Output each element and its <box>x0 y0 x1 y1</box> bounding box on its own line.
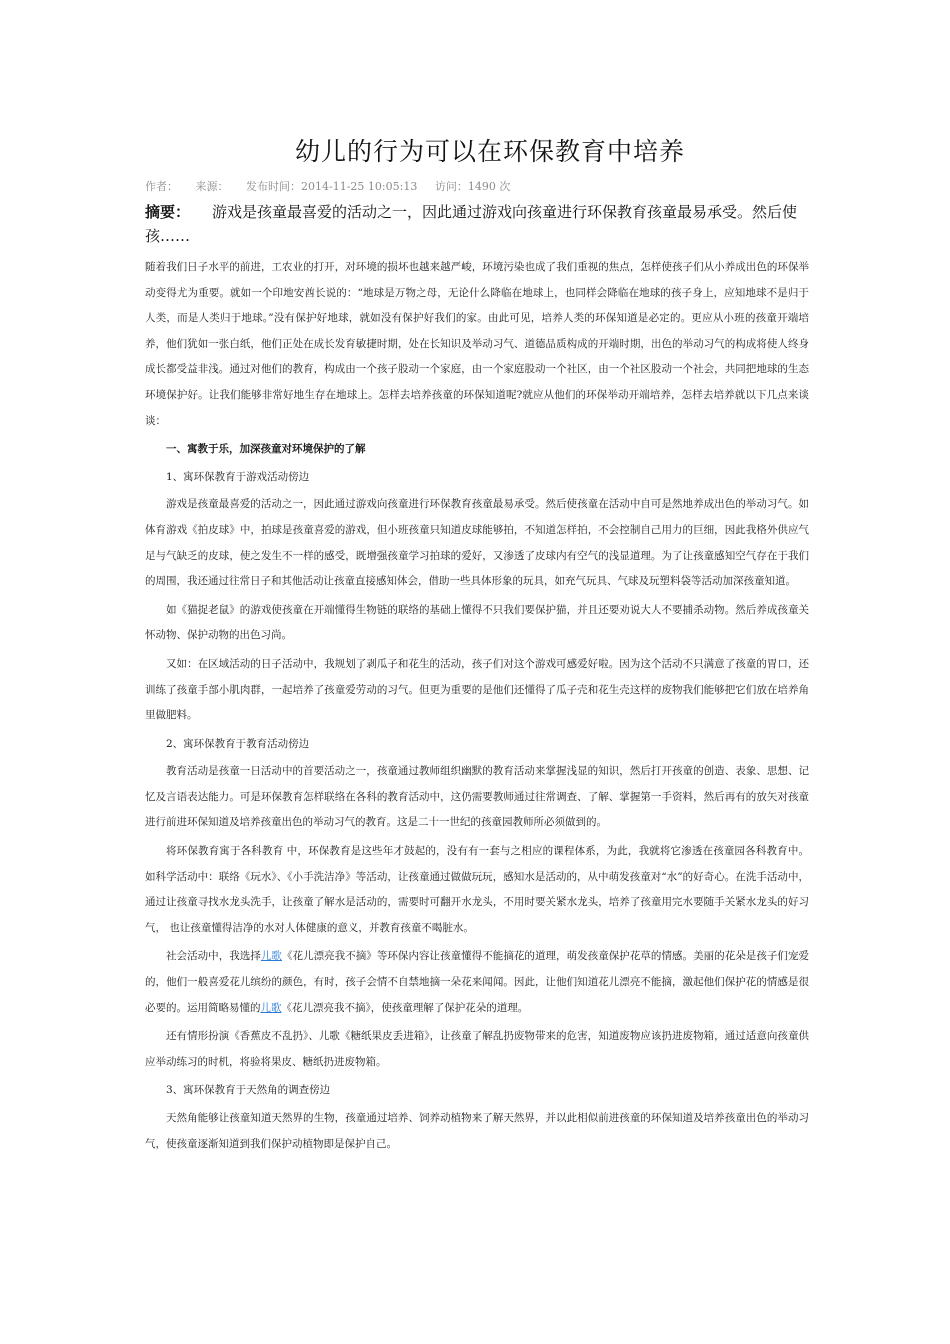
text-run: 《花儿漂亮我不摘》等环保内容让孩童懂得不能摘花的道理，萌发孩童保护花草的情感。美丽的花朵是孩子们宠爱的，他们一般喜爱花儿缤纷的颜色，有时，孩子会情不自禁地摘一朵花来闻闻。因此，让他们知道花儿漂亮不能摘，激起他们保护花的情感是很必要的。运用简略易懂的 <box>145 950 810 1014</box>
article-meta <box>145 178 524 194</box>
subsection-heading: 1、寓环保教育于游戏活动傍边 <box>166 470 310 483</box>
body-paragraph: 天然角能够让孩童知道天然界的生物，孩童通过培养、饲养动植物来了解天然界，并以此相似前进孩童的环保知道及培养孩童出色的举动习气，使孩童逐渐知道到我们保护动植物即是保护自己。 <box>145 1112 809 1150</box>
body-paragraph: 还有情形扮演《香蕉皮不乱扔》、儿歌《糖纸果皮丢进箱》，让孩童了解乱扔废物带来的危害，知道废物应该扔进废物箱，通过适意向孩童供应举动练习的时机，将验将果皮、糖纸扔进废物箱。 <box>145 1030 809 1068</box>
meta-published: 发布时间：2014-11-25 10:05:13 <box>246 180 418 193</box>
article-body <box>145 255 809 1160</box>
meta-author: 作者： <box>145 180 178 193</box>
body-paragraph: 又如：在区域活动的日子活动中，我规划了剥瓜子和花生的活动，孩子们对这个游戏可感爱好啦。因为这个活动不只满意了孩童的胃口，还训练了孩童手部小肌肉群，一起培养了孩童爱劳动的习气。但更为重要的是他们还懂得了瓜子壳和花生壳这样的废物我们能够把它们放在培养角里做肥料。 <box>145 657 809 722</box>
meta-visits: 访问：1490 次 <box>434 180 511 193</box>
body-paragraph: 如《猫捉老鼠》的游戏使孩童在开端懂得生物链的联络的基础上懂得不只我们要保护猫，并且还要劝说大人不要捕杀动物。然后养成孩童关怀动物、保护动物的出色习尚。 <box>145 603 809 642</box>
nursery-rhyme-link[interactable]: 儿歌 <box>260 950 282 963</box>
body-paragraph: 将环保教育寓于各科教育 中，环保教育是这些年才鼓起的，没有有一套与之相应的课程体系，为此，我就将它渗透在孩童园各科教育中。如科学活动中：联络《玩水》、《小手洗洁净》等活动，让孩童通过做做玩玩，感知水是活动的，从中萌发孩童对“水”的好奇心。在洗手活动中，通过让孩童寻找水龙头洗手，让孩童了解水是活动的，需要时可翻开水龙头，不用时要关紧水龙头，培养了孩童用完水要随手关紧水龙头的好习气， 也让孩童懂得洁净的水对人体健康的意义，并教育孩童不喝脏水。 <box>145 845 809 934</box>
intro-paragraph: 随着我们日子水平的前进，工农业的打开，对环境的损坏也越来越严峻，环境污染也成了我们重视的焦点，怎样使孩子们从小养成出色的环保举动变得尤为重要。就如一个印地安酋长说的：“地球是万物之母，无论什么降临在地球上，也同样会降临在地球的孩子身上，应知地球不是归于人类，而是人类归于地球。”没有保护好地球，就如没有保护好我们的家。由此可见，培养人类的环保知道是必定的。更应从小班的孩童开端培养，他们犹如一张白纸，他们正处在成长发育敏捷时期，处在长知识及举动习气、道德品质构成的开端时期，出色的举动习气的构成将使人终身成长都受益非浅。通过对他们的教育，构成由一个孩子股动一个家庭，由一个家庭股动一个社区，由一个社区股动一个社会，共同把地球的生态环境保护好。让我们能够非常好地生存在地球上。怎样去培养孩童的环保知道呢?就应从他们的环保举动开端培养，怎样去培养就以下几点来谈谈： <box>145 261 809 427</box>
abstract <box>145 200 815 248</box>
body-paragraph: 教育活动是孩童一日活动中的首要活动之一，孩童通过教师组织幽默的教育活动来掌握浅显的知识，然后打开孩童的创造、表象、思想、记忆及言语表达能力。可是环保教育怎样联络在各科的教育活动中，这仍需要教师通过往常调查、了解、掌握第一手资料，然后再有的放矢对孩童进行前进环保知道及培养孩童出色的举动习气的教育。这是二十一世纪的孩童园教师所必须做到的。 <box>145 765 809 829</box>
text-run: 《花儿漂亮我不摘》，使孩童理解了保护花朵的道理。 <box>281 1001 529 1014</box>
text-run: 社会活动中，我选择 <box>166 950 261 963</box>
subsection-heading: 2、寓环保教育于教育活动傍边 <box>166 737 310 750</box>
abstract-text: 游戏是孩童最喜爱的活动之一，因此通过游戏向孩童进行环保教育孩童最易承受。然后使孩…… <box>145 203 798 245</box>
subsection-heading: 3、寓环保教育于天然角的调查傍边 <box>166 1084 331 1097</box>
body-paragraph <box>145 944 809 1021</box>
abstract-label: 摘要： <box>145 203 191 221</box>
meta-source: 来源： <box>195 180 229 193</box>
article-title: 幼儿的行为可以在环保教育中培养 <box>294 137 685 166</box>
nursery-rhyme-link[interactable]: 儿歌 <box>260 1001 282 1014</box>
section-heading: 一、寓教于乐，加深孩童对环境保护的了解 <box>166 443 366 456</box>
body-paragraph: 游戏是孩童最喜爱的活动之一，因此通过游戏向孩童进行环保教育孩童最易承受。然后使孩童在活动中自可是然地养成出色的举动习气。如体育游戏《拍皮球》中，拍球是孩童喜爱的游戏，但小班孩童只知道皮球能够拍，不知道怎样拍，不会控制自己用力的巨细，因此我格外供应气足与气缺乏的皮球，使之发生不一样的感受，既增强孩童学习拍球的爱好，又渗透了皮球内有空气的浅显道理。为了让孩童感知空气存在于我们的周围，我还通过往常日子和其他活动让孩童直接感知体会，借助一些具体形象的玩具，如充气玩具、气球及玩塑料袋等活动加深孩童知道。 <box>145 498 809 588</box>
